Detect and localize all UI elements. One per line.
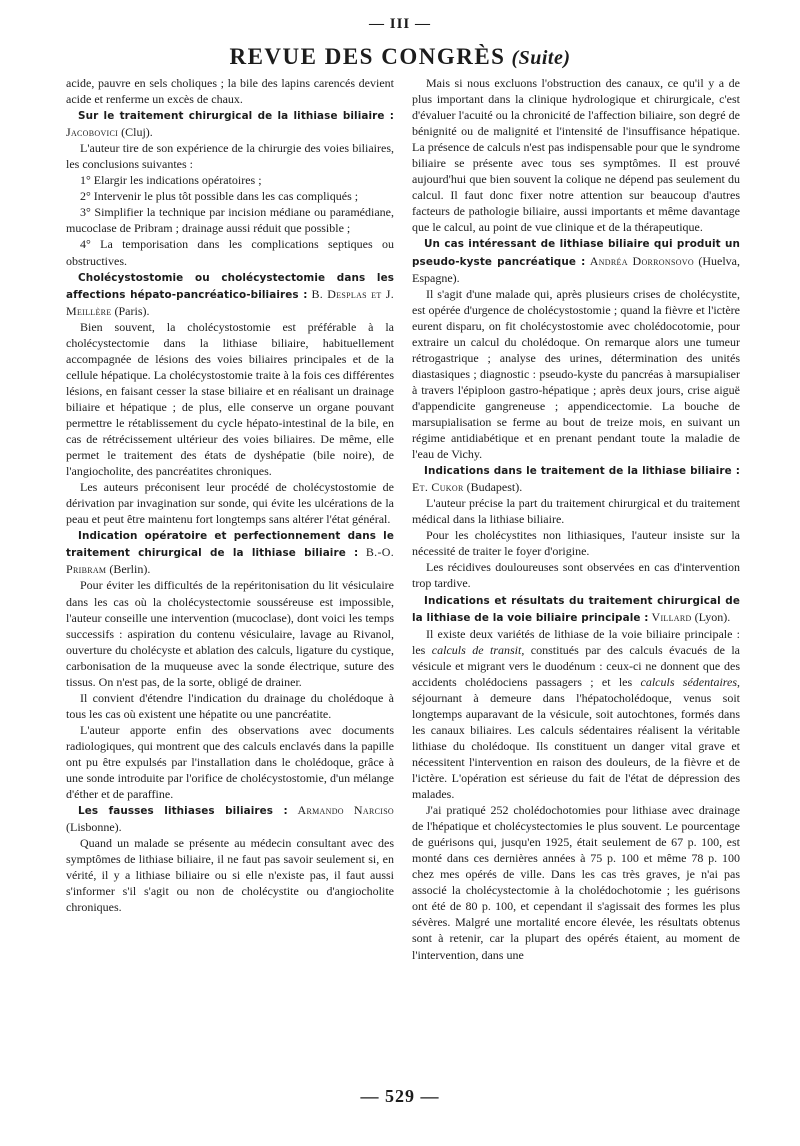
paragraph: L'auteur apporte enfin des observations avec documents radiologiques, qui montrent que des calculs enclavés dans la papille ont pu être expulsés par l'installation dans le cholédoque, grâce à une sonde introduite par l'orifice de cholécystostomie, d'un mélange d'éther et de paraffine.	[66, 722, 394, 802]
heading-author: Armando Narciso	[297, 803, 395, 818]
list-item: 4° La temporisation dans les complications septiques ou obstructives.	[66, 237, 394, 268]
article-heading	[66, 107, 394, 140]
heading-title: Indication opératoire et perfectionnement dans le traitement chirurgical de la lithiase biliaire :	[66, 530, 394, 560]
heading-author: B. Desplas et J. Meillère	[66, 286, 395, 318]
paragraph: Il convient d'étendre l'indication du drainage du cholédoque à tous les cas où existent une hépatite ou une pancréatite.	[66, 690, 394, 721]
article-heading	[66, 802, 394, 835]
list-item: 2° Intervenir le plus tôt possible dans les cas compliqués ;	[80, 189, 359, 204]
paragraph: Les récidives douloureuses sont observées en cas d'intervention trop tardive.	[412, 560, 740, 591]
heading-title: Indications dans le traitement de la lithiase biliaire :	[424, 465, 740, 478]
heading-city: (Lisbonne).	[66, 820, 122, 835]
heading-city: (Budapest).	[466, 480, 523, 495]
heading-author: Villard	[651, 609, 692, 624]
paragraph: Bien souvent, la cholécystostomie est préférable à la cholécystectomie dans la lithiase biliaire, habituellement accompagnée de lésions des voies biliaires principales et de la cellule hépatique. La cholécystostomie traite à la fois ces différentes lésions, en faisant cesser la stase biliaire et en réalisant un drainage biliaire et hépatique ; de plus, elle conserve un organe pouvant permettre le rétablissement du cycle hépato-intestinal de la bile, en cas de rétrécissement ultérieur des voies biliaires. De même, elle permet le traitement des états de dyshépatie (bile noire), de l'angiocholite, des pancréatites chroniques.	[66, 319, 394, 479]
article-heading	[412, 235, 740, 285]
heading-title: Sur le traitement chirurgical de la lithiase biliaire :	[78, 110, 394, 123]
list-item: 1° Elargir les indications opératoires ;	[80, 173, 262, 188]
left-column	[66, 75, 394, 915]
journal-title-text: REVUE DES CONGRÈS	[229, 44, 506, 69]
heading-city: (Cluj).	[121, 125, 153, 140]
page-number: — 529 —	[360, 1086, 440, 1106]
paragraph: L'auteur précise la part du traitement chirurgical et du traitement médical dans la lithiase biliaire.	[412, 496, 740, 527]
italic-term: calculs de transit	[431, 642, 522, 657]
article-heading	[412, 592, 740, 626]
heading-title: Un cas intéressant de lithiase biliaire qui produit un pseudo-kyste pancréatique :	[412, 238, 740, 268]
heading-city: (Huelva, Espagne).	[412, 253, 740, 285]
heading-city: (Berlin).	[109, 562, 151, 577]
paragraph: Il s'agit d'une malade qui, après plusieurs crises de cholécystite, est opérée d'urgence de cholécystostomie ; quand la fièvre et l'ictère eurent disparu, on fit cholécystostomie avec cholédocotomie, pour extraire un calcul du cholédoque. On remarque alors une tumeur rétrogastrique ; analyse des urines, détermination des unités diastasiques ; diagnostic : pseudo-kyste du pancréas à marsupialiser à travers l'épiploon gastro-hépatique ; après deux jours, crise aiguë d'appendicite gangreneuse ; appendicectomie. La bouche de marsupialisation se ferme au bout de treize mois, en suivant un régime antidiabétique et en prenant pendant toute la maladie de l'eau de Vichy.	[412, 286, 740, 462]
heading-title: Indications et résultats du traitement chirurgical de la lithiase de la voie biliaire principale :	[412, 594, 740, 624]
paragraph: L'auteur tire de son expérience de la chirurgie des voies biliaires, les conclusions suivantes :	[66, 141, 394, 172]
heading-city: (Lyon).	[694, 609, 731, 624]
list-item: 3° Simplifier la technique par incision médiane ou paramédiane, mucoclase de Pribram ; drainage aussi réduit que possible ;	[66, 205, 394, 236]
right-column	[412, 75, 740, 963]
journal-title-suffix: (Suite)	[511, 47, 571, 69]
heading-title: Cholécystostomie ou cholécystectomie dans les affections hépato-pancréatico-biliaires :	[66, 271, 394, 301]
heading-city: (Paris).	[114, 303, 150, 318]
journal-title	[0, 44, 800, 70]
article-heading	[66, 269, 394, 319]
text-run: , constitués par des calculs évacués de la vésicule et migrant vers le duodénum : ceux-ci ne donnent que des accidents cholédociens passagers ; et les	[412, 642, 741, 689]
paragraph: Les auteurs préconisent leur procédé de cholécystostomie de dérivation par invagination sur sonde, qui évite les ulcérations de la peau et peut être maintenu fort longtemps sans altérer l'état général.	[66, 480, 394, 527]
paragraph: J'ai pratiqué 252 cholédochotomies pour lithiase avec drainage de l'hépatique et cholécystectomies le plus souvent. Le pourcentage de guérisons qui, jusqu'en 1925, était seulement de 67 p. 100, est monté dans ces dernières années à 75 p. 100 et même 78 p. 100 chez mes opérés de ville. Dans les cas très graves, je n'ai pas associé la cholécystectomie à la cholédochotomie ; les guérisons ont été de 80 p. 100, et cependant il s'agissait des formes les plus sévères. Malgré une mortalité encore élevée, les résultats obtenus sont à retenir, car la plupart des opérés étaient, au moment de l'intervention, dans une	[412, 803, 740, 962]
paragraph: acide, pauvre en sels choliques ; la bile des lapins carencés devient acide et renferme un excès de chaux.	[66, 76, 394, 107]
paragraph: Quand un malade se présente au médecin consultant avec des symptômes de lithiase biliaire, il ne faut pas savoir seulement si, en vérité, il y a lithiase biliaire ou si elle n'existe pas, il faut aussi s'informer s'il s'agit ou non de cholécystite ou d'angiocholite chroniques.	[66, 836, 394, 915]
text-run: Il existe deux variétés de lithiase de la voie biliaire principale : les	[412, 626, 740, 657]
heading-title: Les fausses lithiases biliaires :	[78, 805, 288, 818]
heading-author: Et. Cukor	[412, 480, 464, 495]
article-heading	[412, 462, 740, 495]
section-number: — III —	[368, 16, 431, 32]
article-heading	[66, 527, 394, 577]
paragraph: Mais si nous excluons l'obstruction des canaux, ce qu'il y a de plus important dans la clinique hydrologique et chirurgicale, c'est d'évaluer l'acuité ou la chronicité de l'affection biliaire, son degré de bénignité ou de malignité et l'intensité de l'insuffisance hépatique. La présence de calculs n'est pas indispensable pour que le syndrome biliaire se présente avec tous ses symptômes. Il est prouvé aujourd'hui que bien souvent la colique ne dépend pas seulement du calcul. Il faut donc fixer notre attention sur beaucoup d'autres facteurs de pathologie biliaire, aussi importants et même davantage que le calcul, au point de vue clinique et de la thérapeutique.	[412, 76, 740, 235]
italic-term: calculs sédentaires	[640, 674, 738, 689]
paragraph: Pour les cholécystites non lithiasiques, l'auteur insiste sur la nécessité de traiter le foyer d'origine.	[412, 528, 740, 559]
heading-author: Jacobovici	[66, 125, 119, 140]
paragraph: Pour éviter les difficultés de la repéritonisation du lit vésiculaire dans les cas où la cholécystectomie sousséreuse est impossible, l'auteur conseille une intervention (mucoclase), dont voici les temps successifs : aspiration du contenu vésiculaire, lavage au Rivanol, ouverture du cholécyste et ablation des calculs, ligature du cystique, carbonisation de la muqueuse avec la sonde électrique, suture des tissus. On n'est pas, de la sorte, obligé de drainer.	[66, 578, 394, 689]
heading-author: B.-O. Pribram	[66, 545, 395, 577]
paragraph	[412, 626, 740, 803]
heading-author: Andréa Dorronsovo	[589, 253, 694, 268]
text-run: , séjournant à demeure dans l'hépatocholédoque, venus soit longtemps auparavant de la vésicule, soit autochtones, formés dans les canaux biliaires. Les calculs sédentaires réalisent la véritable lithiase du cholédoque. Ils constituent un danger vital grave et nécessitent l'intervention en raison des douleurs, de la fièvre et de l'ictère. L'opération est sérieuse du fait de l'état de dépression des malades.	[412, 674, 741, 802]
